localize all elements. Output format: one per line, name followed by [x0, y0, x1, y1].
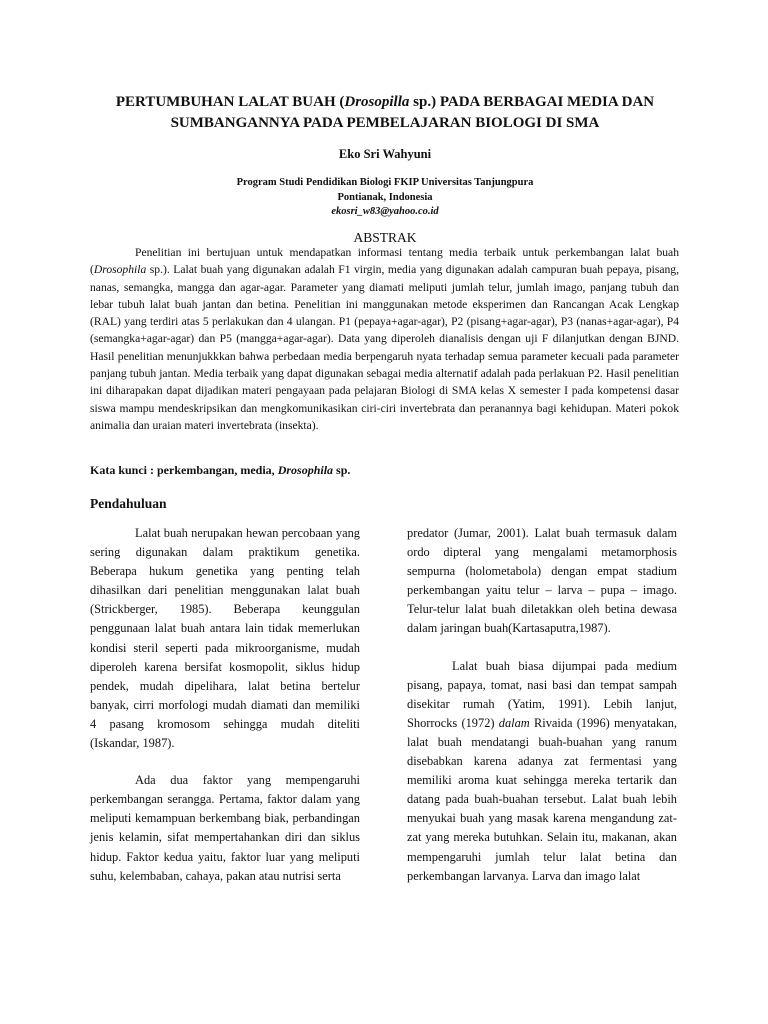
- keywords-label: Kata kunci : perkembangan, media,: [90, 463, 278, 477]
- left-paragraph-2: Ada dua faktor yang mempengaruhi perkembangan serangga. Pertama, faktor dalam yang meliputi kemampuan berkembang biak, perbandingan jenis kelamin, sifat mempertahankan diri dan siklus hidup. Faktor kedua yaitu, faktor luar yang meliputi suhu, kelembaban, cahaya, pakan atau nutrisi serta: [90, 773, 360, 883]
- author-name: Eko Sri Wahyuni: [338, 147, 432, 161]
- right-paragraph-2-a: Lalat buah biasa dijumpai pada medium pisang, papaya, tomat, nasi basi dan tempat sampah disekitar rumah (Yatim, 1991). Lebih lanjut, Shorrocks (1972): [407, 658, 677, 730]
- affiliation-line-1: Program Studi Pendidikan Biologi FKIP Universitas Tanjungpura: [236, 177, 534, 188]
- right-column: [407, 524, 677, 886]
- title-part-2: sp.) PADA BERBAGAI MEDIA DAN SUMBANGANNYA PADA PEMBELAJARAN BIOLOGI DI SMA: [170, 94, 655, 131]
- left-paragraph-1: Lalat buah nerupakan hewan percobaan yang sering digunakan dalam praktikum genetika. Beberapa hukum genetika yang penting telah dihasilkan dari penelitian menggunakan lalat buah (Strickberger, 1985). Beberapa keunggulan penggunaan lalat buah antara lain tidak memerlukan kondisi steril seperti pada mikroorganisme, mudah diperoleh karena bersifat kosmopolit, siklus hidup pendek, mudah dipelihara, lalat betina bertelur banyak, cirri morfologi mudah diamati dan memiliki 4 pasang kromosom sehingga mudah diteliti (Iskandar, 1987).: [90, 526, 360, 751]
- abstract-body: [90, 244, 679, 434]
- section-heading: Pendahuluan: [90, 496, 167, 511]
- right-paragraph-1: predator (Jumar, 2001). Lalat buah termasuk dalam ordo dipteral yang mengalami metamorphosis sempurna (holometabola) dengan empat stadium perkembangan yaitu telur – larva – pupa – imago. Telur-telur lalat buah diletakkan oleh betina dewasa dalam jaringan buah(Kartasaputra,1987).: [407, 526, 677, 636]
- title-part-1: PERTUMBUHAN LALAT BUAH (: [115, 94, 345, 110]
- title-species: Drosopilla: [344, 94, 410, 110]
- right-paragraph-2: [407, 657, 677, 886]
- abstract-text-b: sp.). Lalat buah yang digunakan adalah F1 virgin, media yang digunakan adalah campuran buah pepaya, pisang, nanas, semangka, mangga dan agar-agar. Parameter yang diamati meliputi jumlah telur, jumlah imago, panjang tubuh dan lebar tubuh lalat buah jantan dan betina. Penelitian ini manggunakan metode eksperimen dan Rancangan Acak Lengkap (RAL) yang terdiri atas 5 perlakukan dan 4 ulangan. P1 (pepaya+agar-agar), P2 (pisang+agar-agar), P3 (nanas+agar-agar), P4 (semangka+agar-agar) dan P5 (mangga+agar-agar). Data yang diperoleh dianalisis dengan uji F dilanjutkan dengan BJND. Hasil penelitian menunjukkkan bahwa perbedaan media berpengaruh nyata terhadap semua parameter kecuali pada parameter panjang tubuh jantan. Media terbaik yang dapat digunakan sebagai media alternatif adalah pada perlakuan P2. Hasil penelitian ini diharapakan dapat dijadikan materi pengayaan pada pelajaran Biologi di SMA kelas X semester I pada kompetensi dasar siswa mampu mendeskripsikan dan mengkomunikasikan ciri-ciri invertebrata dan peranannya bagi kehidupan. Materi pokok animalia dan uraian materi invertebrata (insekta).: [90, 263, 679, 432]
- keywords-species: Drosophila: [277, 463, 334, 477]
- keywords-suffix: sp.: [333, 463, 351, 477]
- right-paragraph-2-b: Rivaida (1996) menyatakan, lalat buah mendatangi buah-buahan yang ranum disebabkan karena adanya zat fermentasi yang memiliki aroma kuat sehingga mereka tertarik dan datang pada buah-buahan tersebut. Lalat buah lebih menyukai buah yang masak karena mengandung zat-zat yang mereka butuhkan. Selain itu, makanan, akan mempengaruhi jumlah telur lalat betina dan perkembangan larvanya. Larva dan imago lalat: [407, 715, 677, 883]
- abstract-text-a: Penelitian ini bertujuan untuk mendapatkan informasi tentang media terbaik untuk perkembangan lalat buah (: [90, 246, 679, 277]
- affiliation: [90, 176, 680, 220]
- abstract-species: Drosophila: [93, 263, 147, 277]
- left-column: [90, 524, 360, 886]
- keywords: [90, 463, 679, 478]
- author-email: ekosri_w83@yahoo.co.id: [331, 206, 439, 217]
- right-paragraph-2-dalam: dalam: [498, 715, 530, 730]
- abstract-heading: ABSTRAK: [353, 230, 417, 245]
- paper-title: [90, 92, 680, 134]
- affiliation-line-2: Pontianak, Indonesia: [337, 191, 433, 203]
